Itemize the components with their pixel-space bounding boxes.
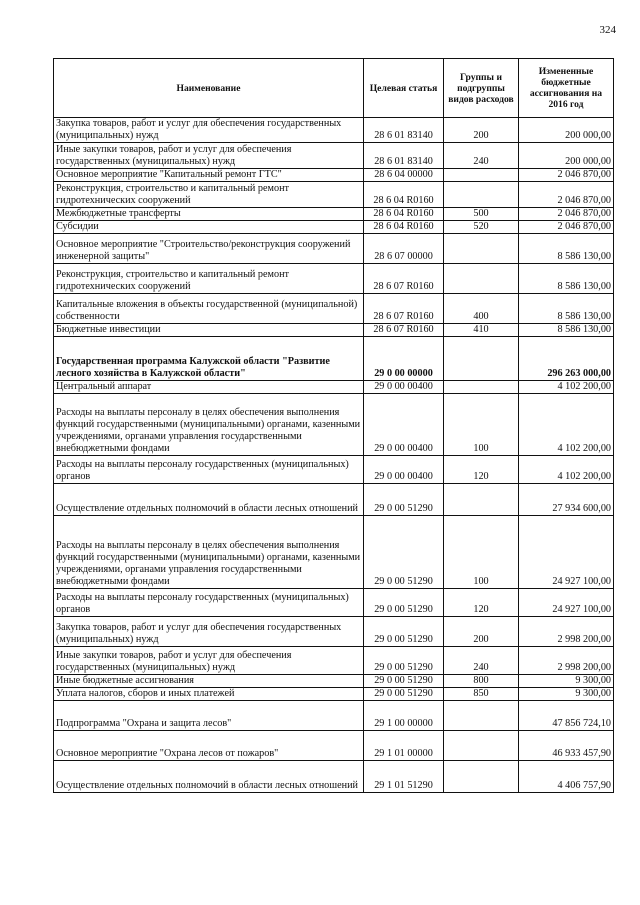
row-name: Капитальные вложения в объекты государственной (муниципальной) собственности	[54, 294, 364, 324]
row-amount: 2 998 200,00	[519, 617, 614, 647]
row-amount: 2 046 870,00	[519, 221, 614, 234]
row-code: 29 1 00 00000	[364, 701, 444, 731]
row-amount: 2 046 870,00	[519, 169, 614, 182]
header-target-article: Целевая статья	[364, 59, 444, 118]
row-code: 28 6 07 R0160	[364, 264, 444, 294]
row-name: Иные закупки товаров, работ и услуг для обеспечения государственных (муниципальных) нужд	[54, 143, 364, 169]
row-code: 29 0 00 51290	[364, 688, 444, 701]
row-name: Осуществление отдельных полномочий в области лесных отношений	[54, 484, 364, 516]
row-group	[444, 381, 519, 394]
row-code: 29 0 00 00400	[364, 381, 444, 394]
row-code: 29 0 00 51290	[364, 675, 444, 688]
table-row	[54, 701, 614, 731]
row-name: Иные бюджетные ассигнования	[54, 675, 364, 688]
row-group	[444, 761, 519, 793]
row-code: 28 6 04 R0160	[364, 208, 444, 221]
table-row	[54, 617, 614, 647]
row-code: 29 0 00 00000	[364, 337, 444, 381]
row-name: Расходы на выплаты персоналу государственных (муниципальных) органов	[54, 589, 364, 617]
row-amount: 8 586 130,00	[519, 234, 614, 264]
row-group	[444, 337, 519, 381]
row-name: Осуществление отдельных полномочий в области лесных отношений	[54, 761, 364, 793]
table-row	[54, 394, 614, 456]
row-amount: 47 856 724,10	[519, 701, 614, 731]
row-code: 29 1 01 00000	[364, 731, 444, 761]
row-amount: 27 934 600,00	[519, 484, 614, 516]
row-name: Реконструкция, строительство и капитальный ремонт гидротехнических сооружений	[54, 264, 364, 294]
table-row	[54, 294, 614, 324]
row-amount: 4 102 200,00	[519, 456, 614, 484]
row-code: 28 6 07 R0160	[364, 324, 444, 337]
row-name: Центральный аппарат	[54, 381, 364, 394]
row-group	[444, 264, 519, 294]
row-name: Закупка товаров, работ и услуг для обеспечения государственных (муниципальных) нужд	[54, 118, 364, 143]
table-row	[54, 169, 614, 182]
table-row	[54, 516, 614, 589]
row-name: Закупка товаров, работ и услуг для обеспечения государственных (муниципальных) нужд	[54, 617, 364, 647]
row-group: 100	[444, 394, 519, 456]
budget-table	[53, 58, 614, 793]
row-amount: 8 586 130,00	[519, 294, 614, 324]
row-amount: 296 263 000,00	[519, 337, 614, 381]
row-name: Уплата налогов, сборов и иных платежей	[54, 688, 364, 701]
row-group: 120	[444, 456, 519, 484]
row-amount: 2 046 870,00	[519, 208, 614, 221]
row-group: 850	[444, 688, 519, 701]
row-code: 28 6 04 R0160	[364, 182, 444, 208]
row-code: 29 0 00 00400	[364, 456, 444, 484]
table-row	[54, 324, 614, 337]
table-row	[54, 761, 614, 793]
row-group	[444, 169, 519, 182]
row-amount: 24 927 100,00	[519, 516, 614, 589]
row-group: 200	[444, 617, 519, 647]
table-header-row	[54, 59, 614, 118]
row-name: Межбюджетные трансферты	[54, 208, 364, 221]
row-name: Основное мероприятие "Охрана лесов от пожаров"	[54, 731, 364, 761]
table-row	[54, 381, 614, 394]
row-name: Основное мероприятие "Строительство/реконструкция сооружений инженерной защиты"	[54, 234, 364, 264]
table-row	[54, 208, 614, 221]
row-code: 29 0 00 51290	[364, 484, 444, 516]
row-group: 240	[444, 143, 519, 169]
row-amount: 9 300,00	[519, 675, 614, 688]
row-code: 29 0 00 51290	[364, 516, 444, 589]
row-code: 29 0 00 51290	[364, 589, 444, 617]
table-row	[54, 143, 614, 169]
row-amount: 8 586 130,00	[519, 324, 614, 337]
row-code: 28 6 01 83140	[364, 118, 444, 143]
row-amount: 46 933 457,90	[519, 731, 614, 761]
row-group: 500	[444, 208, 519, 221]
table-row	[54, 688, 614, 701]
row-name: Расходы на выплаты персоналу в целях обеспечения выполнения функций государственными (муниципальными) органами, казенными учреждениями, органами управления государственными внебюджетными фондами	[54, 394, 364, 456]
row-group	[444, 234, 519, 264]
table-row-program	[54, 337, 614, 381]
table-row	[54, 456, 614, 484]
row-name: Реконструкция, строительство и капитальный ремонт гидротехнических сооружений	[54, 182, 364, 208]
row-code: 28 6 04 00000	[364, 169, 444, 182]
row-name: Расходы на выплаты персоналу в целях обеспечения выполнения функций государственными (муниципальными) органами, казенными учреждениями, органами управления государственными внебюджетными фондами	[54, 516, 364, 589]
table-row	[54, 221, 614, 234]
row-group	[444, 182, 519, 208]
page-number: 324	[599, 24, 616, 36]
row-code: 28 6 04 R0160	[364, 221, 444, 234]
row-amount: 9 300,00	[519, 688, 614, 701]
row-group	[444, 484, 519, 516]
table-row	[54, 675, 614, 688]
row-name: Иные закупки товаров, работ и услуг для обеспечения государственных (муниципальных) нужд	[54, 647, 364, 675]
row-group: 520	[444, 221, 519, 234]
row-group	[444, 701, 519, 731]
row-amount: 24 927 100,00	[519, 589, 614, 617]
table-row	[54, 647, 614, 675]
row-name: Основное мероприятие "Капитальный ремонт ГТС"	[54, 169, 364, 182]
row-amount: 200 000,00	[519, 118, 614, 143]
row-code: 28 6 07 R0160	[364, 294, 444, 324]
row-amount: 4 102 200,00	[519, 381, 614, 394]
row-group: 410	[444, 324, 519, 337]
row-group: 200	[444, 118, 519, 143]
row-code: 29 1 01 51290	[364, 761, 444, 793]
table-row	[54, 234, 614, 264]
row-amount: 2 046 870,00	[519, 182, 614, 208]
row-group	[444, 731, 519, 761]
row-name: Бюджетные инвестиции	[54, 324, 364, 337]
row-group: 100	[444, 516, 519, 589]
table-row	[54, 484, 614, 516]
row-code: 29 0 00 00400	[364, 394, 444, 456]
row-code: 28 6 01 83140	[364, 143, 444, 169]
row-group: 240	[444, 647, 519, 675]
row-code: 29 0 00 51290	[364, 647, 444, 675]
row-name: Субсидии	[54, 221, 364, 234]
header-amount-2016: Измененные бюджетные ассигнования на 2016 год	[519, 59, 614, 118]
row-amount: 8 586 130,00	[519, 264, 614, 294]
row-name: Государственная программа Калужской области "Развитие лесного хозяйства в Калужской области"	[54, 337, 364, 381]
row-name: Подпрограмма "Охрана и защита лесов"	[54, 701, 364, 731]
table-row	[54, 589, 614, 617]
row-name: Расходы на выплаты персоналу государственных (муниципальных) органов	[54, 456, 364, 484]
table-row	[54, 731, 614, 761]
row-amount: 200 000,00	[519, 143, 614, 169]
row-amount: 4 102 200,00	[519, 394, 614, 456]
header-expense-groups: Группы и подгруппы видов расходов	[444, 59, 519, 118]
table-row	[54, 264, 614, 294]
header-name: Наименование	[54, 59, 364, 118]
row-amount: 4 406 757,90	[519, 761, 614, 793]
row-group: 800	[444, 675, 519, 688]
row-code: 28 6 07 00000	[364, 234, 444, 264]
table-row	[54, 118, 614, 143]
row-group: 400	[444, 294, 519, 324]
table-row	[54, 182, 614, 208]
row-group: 120	[444, 589, 519, 617]
row-code: 29 0 00 51290	[364, 617, 444, 647]
row-amount: 2 998 200,00	[519, 647, 614, 675]
